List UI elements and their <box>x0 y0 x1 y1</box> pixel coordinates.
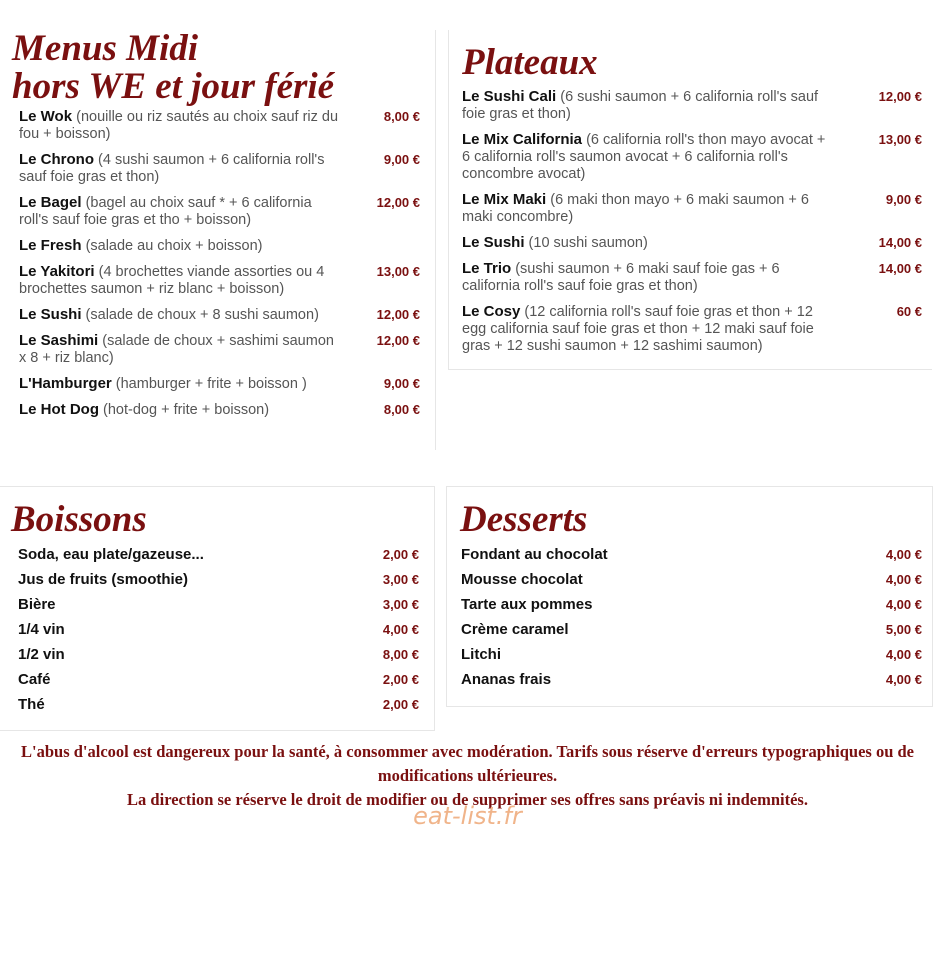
item-price: 4,00 € <box>885 572 922 587</box>
item-description: (hamburger + frite + boisson ) <box>115 376 307 392</box>
item-name: Mousse chocolat <box>461 571 583 588</box>
item-name: Soda, eau plate/gazeuse... <box>18 546 204 563</box>
item-price: 60 € <box>896 304 922 319</box>
item-price: 13,00 € <box>376 264 420 279</box>
menus-midi-title-line2: hors WE et jour férié <box>12 66 335 107</box>
menu-item <box>19 237 420 255</box>
item-price: 9,00 € <box>383 152 420 167</box>
item-name: Le Sashimi <box>19 332 99 349</box>
menus-midi-title <box>12 30 435 106</box>
item-name: Le Hot Dog <box>19 401 99 418</box>
item-name: Le Wok <box>19 108 73 125</box>
menu-item <box>19 194 420 229</box>
item-description: (6 california roll's thon mayo avocat + 6 california roll's saumon avocat + 6 california roll's concombre avocat) <box>462 132 826 182</box>
menu-item <box>462 234 922 252</box>
item-price: 12,00 € <box>376 307 420 322</box>
item-price: 4,00 € <box>885 672 922 687</box>
plateaux-section <box>448 30 932 370</box>
item-name: Le Sushi Cali <box>462 88 557 105</box>
menu-item <box>19 263 420 298</box>
item-name: Le Fresh <box>19 237 82 254</box>
item-price: 12,00 € <box>376 195 420 210</box>
item-description: (salade au choix + boisson) <box>85 238 263 254</box>
plateaux-title: Plateaux <box>462 42 598 83</box>
desserts-title: Desserts <box>460 499 588 540</box>
menu-item <box>19 151 420 186</box>
item-name: Le Trio <box>462 260 512 277</box>
plateaux-list <box>462 88 922 355</box>
item-description: (4 sushi saumon + 6 california roll's sauf foie gras et thon) <box>19 152 325 185</box>
menus-midi-list <box>19 108 420 419</box>
item-name: Thé <box>18 696 45 713</box>
item-price: 3,00 € <box>382 572 419 587</box>
item-price: 13,00 € <box>878 132 922 147</box>
item-description: (nouille ou riz sautés au choix sauf riz du fou + boisson) <box>19 109 339 142</box>
item-price: 2,00 € <box>382 672 419 687</box>
item-price: 14,00 € <box>878 261 922 276</box>
boissons-list <box>18 546 419 713</box>
boissons-section <box>0 486 435 731</box>
item-name: Bière <box>18 596 56 613</box>
item-name: Litchi <box>461 646 501 663</box>
item-description: (hot-dog + frite + boisson) <box>103 402 270 418</box>
item-price: 8,00 € <box>382 647 419 662</box>
menu-item <box>19 306 420 324</box>
watermark: eat-list.fr <box>413 802 522 830</box>
boissons-title: Boissons <box>11 499 147 540</box>
item-description: (bagel au choix sauf * + 6 california roll's sauf foie gras et tho + boisson) <box>19 195 312 228</box>
menu-item <box>19 375 420 393</box>
item-name: Jus de fruits (smoothie) <box>18 571 189 588</box>
menus-midi-title-line1: Menus Midi <box>12 28 199 69</box>
item-price: 2,00 € <box>382 697 419 712</box>
item-description: (salade de choux + sashimi saumon x 8 + riz blanc) <box>19 333 334 366</box>
menu-item <box>18 596 419 613</box>
item-description: (10 sushi saumon) <box>528 235 648 251</box>
menu-item <box>19 332 420 367</box>
menu-item <box>462 88 922 123</box>
item-name: Crème caramel <box>461 621 569 638</box>
item-name: 1/2 vin <box>18 646 65 663</box>
desserts-section <box>446 486 933 707</box>
menu-item <box>18 671 419 688</box>
menu-item <box>462 191 922 226</box>
item-name: Le Sushi <box>462 234 525 251</box>
item-name: Le Yakitori <box>19 263 95 280</box>
menu-item <box>18 621 419 638</box>
item-name: Ananas frais <box>461 671 552 688</box>
item-price: 9,00 € <box>885 192 922 207</box>
item-price: 4,00 € <box>382 622 419 637</box>
menu-item <box>19 108 420 143</box>
item-name: Le Bagel <box>19 194 82 211</box>
item-price: 9,00 € <box>383 376 420 391</box>
disclaimer-line2: La direction se réserve le droit de modifier ou de supprimer ses offres sans préavis ni indemnités. <box>127 790 808 809</box>
item-name: Le Mix Maki <box>462 191 547 208</box>
menu-item <box>19 401 420 419</box>
desserts-list <box>461 546 922 688</box>
menu-item <box>18 546 419 563</box>
item-description: (12 california roll's sauf foie gras et thon + 12 egg california sauf foie gras et thon + 12 maki sauf foie gras + 12 sushi saumon + 12 sashimi saumon) <box>462 304 814 354</box>
disclaimer-line1: L'abus d'alcool est dangereux pour la santé, à consommer avec modération. Tarifs sous réserve d'erreurs typographiques ou de modifications ultérieures. <box>21 742 914 785</box>
item-price: 14,00 € <box>878 235 922 250</box>
menu-item <box>461 546 922 563</box>
item-price: 4,00 € <box>885 597 922 612</box>
item-price: 8,00 € <box>383 402 420 417</box>
item-name: Tarte aux pommes <box>461 596 593 613</box>
item-name: Fondant au chocolat <box>461 546 608 563</box>
item-price: 4,00 € <box>885 547 922 562</box>
item-name: Le Sushi <box>19 306 82 323</box>
menu-item <box>462 131 922 183</box>
item-price: 3,00 € <box>382 597 419 612</box>
item-price: 4,00 € <box>885 647 922 662</box>
item-description: (sushi saumon + 6 maki sauf foie gas + 6 california roll's sauf foie gras et thon) <box>462 261 780 294</box>
menu-item <box>18 646 419 663</box>
item-price: 2,00 € <box>382 547 419 562</box>
item-price: 12,00 € <box>376 333 420 348</box>
menu-item <box>462 303 922 355</box>
menu-item <box>461 671 922 688</box>
item-price: 8,00 € <box>383 109 420 124</box>
menu-item <box>18 571 419 588</box>
item-description: (6 maki thon mayo + 6 maki saumon + 6 maki concombre) <box>462 192 809 225</box>
item-name: Café <box>18 671 51 688</box>
item-name: Le Chrono <box>19 151 94 168</box>
item-description: (salade de choux + 8 sushi saumon) <box>85 307 319 323</box>
item-name: Le Cosy <box>462 303 521 320</box>
menu-item <box>461 621 922 638</box>
menu-item <box>461 596 922 613</box>
item-price: 5,00 € <box>885 622 922 637</box>
menu-item <box>461 571 922 588</box>
item-name: 1/4 vin <box>18 621 65 638</box>
item-price: 12,00 € <box>878 89 922 104</box>
item-description: (4 brochettes viande assorties ou 4 brochettes saumon + riz blanc + boisson) <box>19 264 325 297</box>
item-name: Le Mix California <box>462 131 583 148</box>
menu-item <box>462 260 922 295</box>
item-description: (6 sushi saumon + 6 california roll's sauf foie gras et thon) <box>462 89 819 122</box>
menu-item <box>461 646 922 663</box>
item-name: L'Hamburger <box>19 375 112 392</box>
menus-midi-section <box>12 30 436 450</box>
menu-item <box>18 696 419 713</box>
